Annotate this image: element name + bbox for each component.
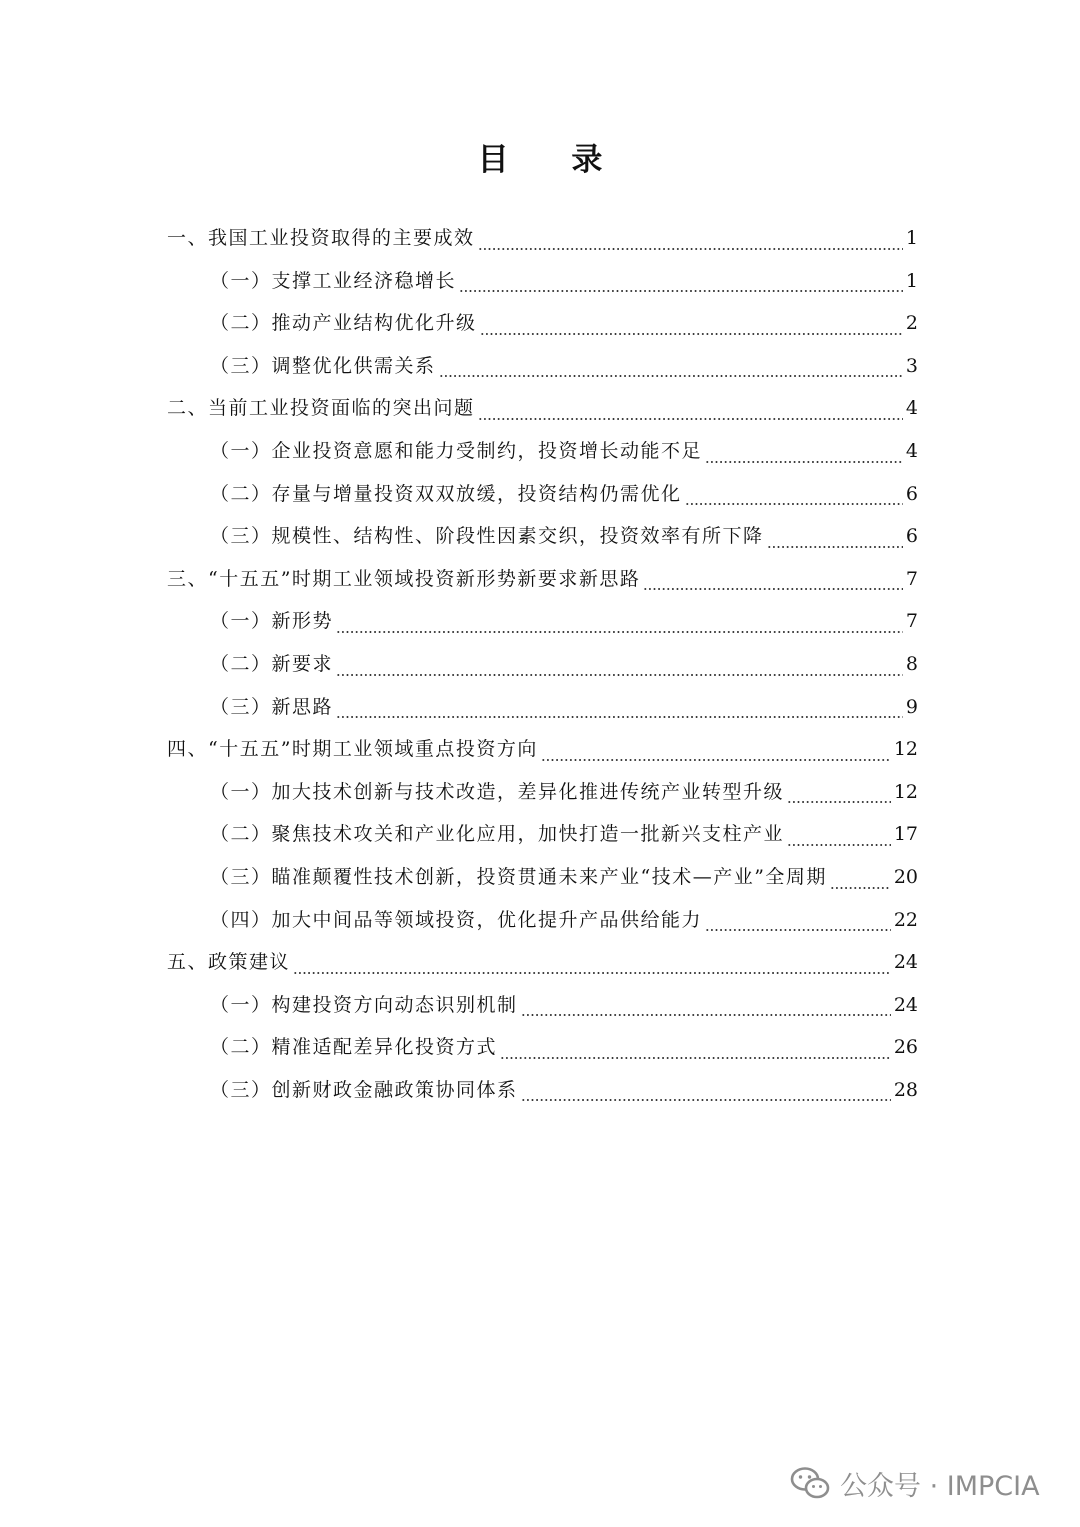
toc-entry-text: 三、“十五五”时期工业领域投资新形势新要求新思路 (167, 567, 641, 590)
toc-section[interactable] (167, 728, 918, 771)
toc-dot-leader (478, 247, 903, 251)
toc-section[interactable] (167, 558, 918, 601)
toc-entry-text: （一）支撑工业经济稳增长 (210, 269, 457, 292)
toc-subsection[interactable] (167, 260, 918, 303)
toc-entry-text: （一）构建投资方向动态识别机制 (210, 993, 518, 1016)
watermark (790, 1461, 1040, 1505)
toc-dot-leader (787, 800, 891, 804)
toc-entry-text: （三）新思路 (210, 695, 334, 718)
toc-entry-text: 四、“十五五”时期工业领域重点投资方向 (167, 738, 538, 761)
toc-dot-leader (541, 758, 891, 762)
toc-subsection[interactable] (167, 515, 918, 558)
toc-dot-leader (478, 417, 903, 421)
toc-dot-leader (767, 545, 903, 549)
toc-dot-leader (643, 587, 902, 591)
toc-page-number: 6 (905, 482, 918, 505)
toc-page-number: 1 (905, 269, 918, 292)
toc-page-number: 2 (905, 312, 918, 335)
toc-subsection[interactable] (167, 473, 918, 516)
toc-entry-text: 一、我国工业投资取得的主要成效 (167, 227, 475, 249)
toc-entry-text: （二）聚焦技术攻关和产业化应用，加快打造一批新兴支柱产业 (210, 823, 785, 846)
toc-dot-leader (705, 928, 891, 932)
table-of-contents (167, 217, 918, 1111)
toc-page-number: 24 (893, 951, 918, 974)
toc-page-number: 8 (905, 652, 918, 675)
toc-subsection[interactable] (167, 984, 918, 1027)
toc-page-number: 7 (905, 567, 918, 590)
toc-subsection[interactable] (167, 643, 918, 686)
toc-subsection[interactable] (167, 813, 918, 856)
toc-dot-leader (830, 886, 891, 890)
toc-dot-leader (787, 843, 891, 847)
toc-entry-text: （二）精准适配差异化投资方式 (210, 1036, 498, 1059)
toc-section[interactable] (167, 941, 918, 984)
toc-dot-leader (521, 1013, 891, 1017)
toc-entry-text: （二）存量与增量投资双双放缓，投资结构仍需优化 (210, 482, 682, 505)
toc-page-number: 12 (893, 738, 918, 761)
page-title: 目 录 (477, 142, 629, 178)
toc-page-number: 26 (893, 1036, 918, 1059)
toc-page-number: 24 (893, 993, 918, 1016)
toc-subsection[interactable] (167, 430, 918, 473)
toc-dot-leader (480, 332, 903, 336)
toc-page-number: 6 (905, 525, 918, 548)
toc-dot-leader (336, 715, 903, 719)
toc-page-number: 4 (905, 439, 918, 462)
toc-subsection[interactable] (167, 856, 918, 899)
toc-entry-text: 五、政策建议 (167, 951, 291, 974)
toc-entry-text: （二）推动产业结构优化升级 (210, 312, 477, 335)
toc-page-number: 4 (905, 397, 918, 420)
toc-dot-leader (459, 289, 903, 293)
toc-subsection[interactable] (167, 899, 918, 942)
watermark-text: 公众号 · IMPCIA (840, 1470, 1040, 1502)
toc-entry-text: （一）企业投资意愿和能力受制约，投资增长动能不足 (210, 439, 703, 462)
toc-page-number: 1 (905, 227, 918, 249)
toc-entry-text: （一）新形势 (210, 610, 334, 633)
toc-dot-leader (336, 630, 903, 634)
wechat-icon (790, 1466, 830, 1500)
toc-entry-text: （二）新要求 (210, 652, 334, 675)
toc-page-number: 28 (893, 1078, 918, 1101)
toc-page-number: 22 (893, 908, 918, 931)
toc-entry-text: （三）规模性、结构性、阶段性因素交织，投资效率有所下降 (210, 525, 764, 548)
toc-page-number: 7 (905, 610, 918, 633)
toc-dot-leader (293, 971, 891, 975)
toc-section[interactable] (167, 387, 918, 430)
toc-entry-text: （四）加大中间品等领域投资，优化提升产品供给能力 (210, 908, 703, 931)
toc-dot-leader (439, 374, 903, 378)
toc-subsection[interactable] (167, 302, 918, 345)
toc-entry-text: （三）调整优化供需关系 (210, 354, 436, 377)
toc-dot-leader (705, 460, 903, 464)
toc-page-number: 12 (893, 780, 918, 803)
toc-entry-text: 二、当前工业投资面临的突出问题 (167, 397, 475, 420)
toc-subsection[interactable] (167, 686, 918, 729)
toc-entry-text: （一）加大技术创新与技术改造，差异化推进传统产业转型升级 (210, 780, 785, 803)
toc-subsection[interactable] (167, 1069, 918, 1112)
toc-dot-leader (685, 502, 903, 506)
toc-page-number: 20 (893, 865, 918, 888)
toc-subsection[interactable] (167, 771, 918, 814)
toc-page-number: 17 (893, 823, 918, 846)
toc-entry-text: （三）创新财政金融政策协同体系 (210, 1078, 518, 1101)
toc-dot-leader (521, 1098, 891, 1102)
toc-section[interactable] (167, 217, 918, 260)
toc-page-number: 3 (905, 354, 918, 377)
toc-page-number: 9 (905, 695, 918, 718)
toc-entry-text: （三）瞄准颠覆性技术创新，投资贯通未来产业“技术—产业”全周期 (210, 865, 827, 888)
toc-dot-leader (336, 673, 903, 677)
toc-dot-leader (500, 1056, 891, 1060)
toc-subsection[interactable] (167, 1026, 918, 1069)
toc-subsection[interactable] (167, 600, 918, 643)
toc-subsection[interactable] (167, 345, 918, 388)
